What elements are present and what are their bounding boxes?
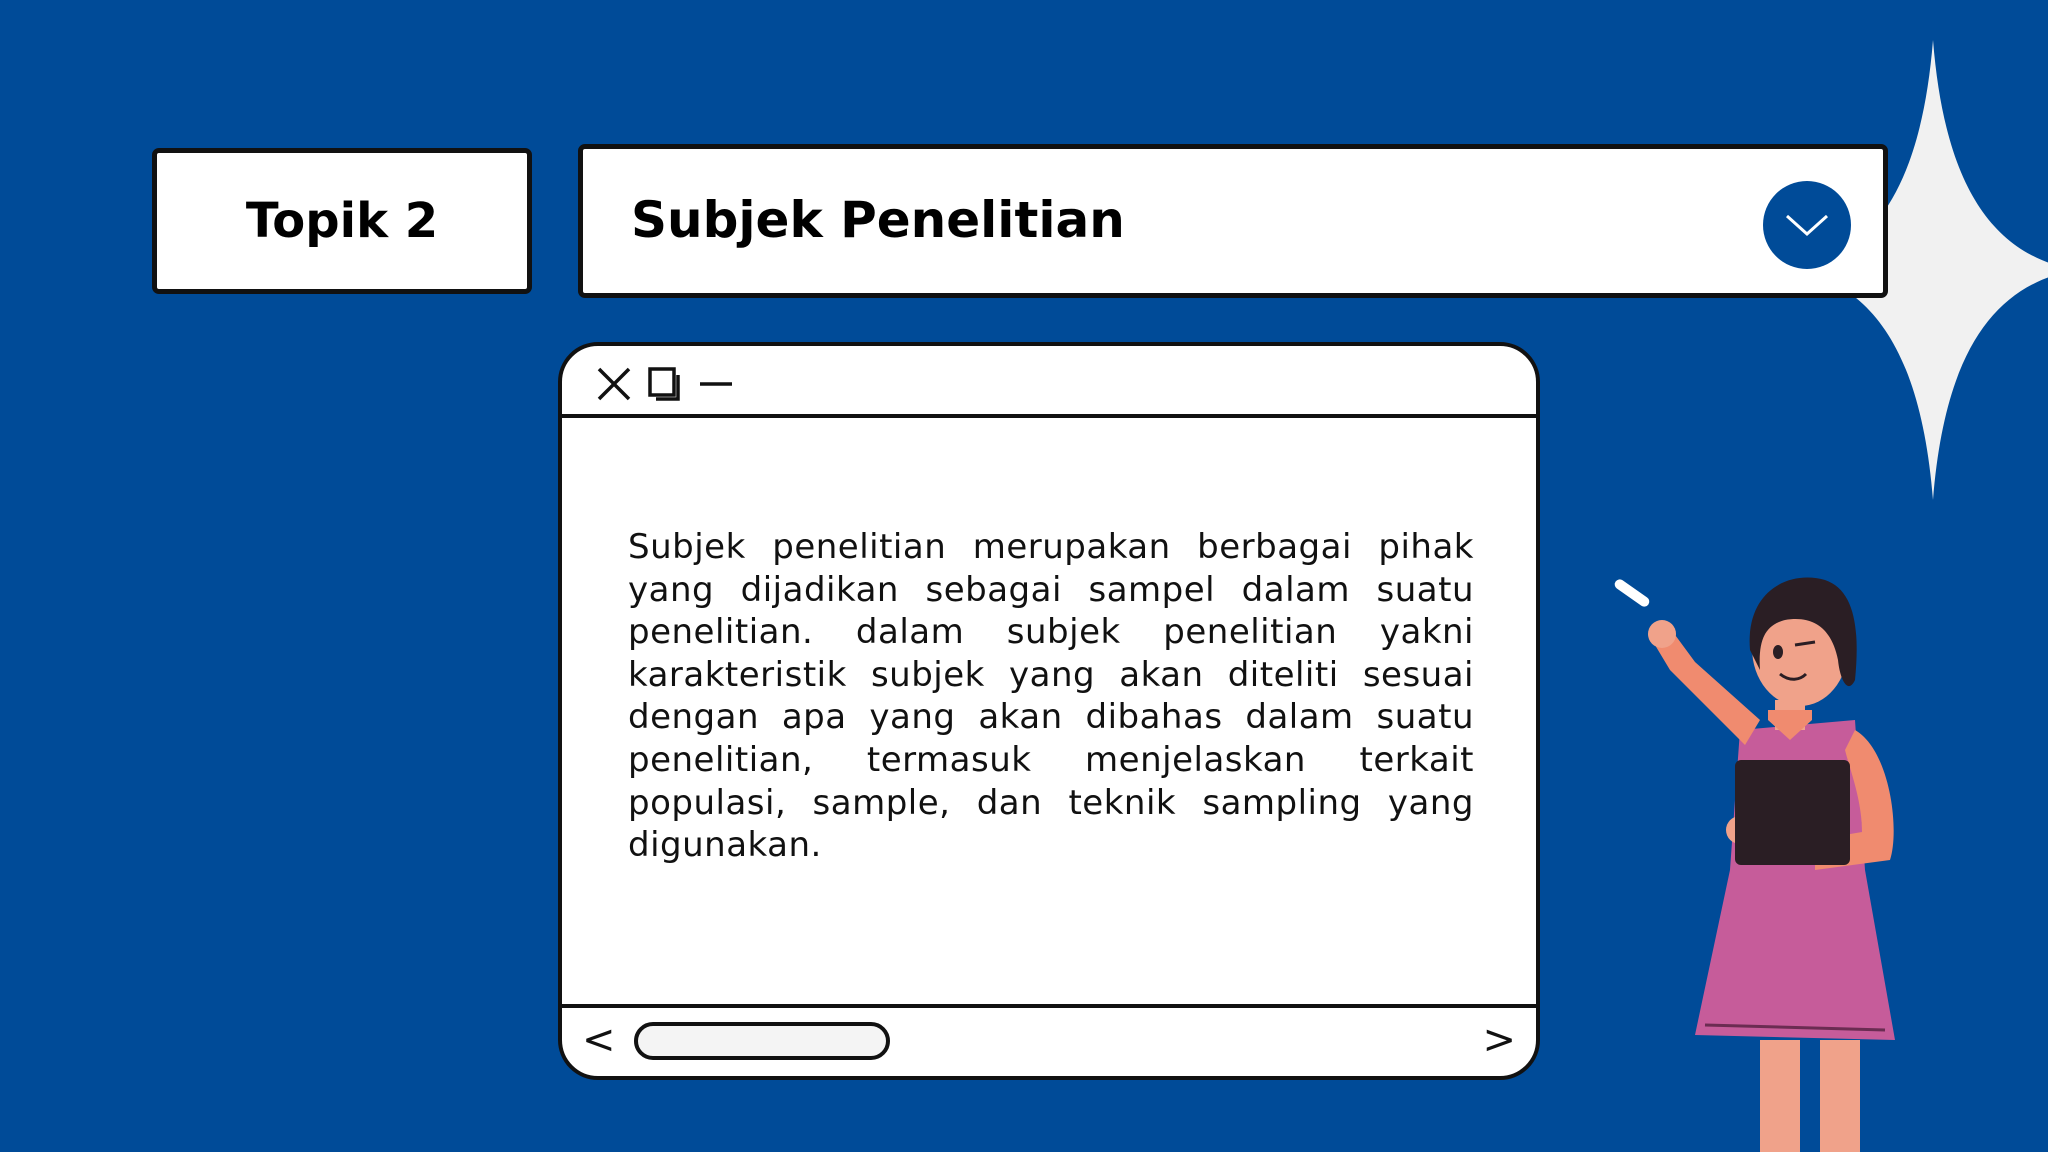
page-title: Subjek Penelitian: [631, 191, 1125, 249]
teacher-illustration: [1600, 570, 1920, 1152]
topic-box: [152, 148, 532, 294]
topic-label: Topik 2: [245, 193, 439, 249]
window-body-text: Subjek penelitian merupakan berbagai pihak yang dijadikan sebagai sampel dalam suatu penelitian. dalam subjek penelitian yakni karakteristik subjek yang akan diteliti sesuai dengan apa yang akan dibahas dalam suatu penelitian, termasuk menjelaskan terkait populasi, sample, dan teknik sampling yang digunakan.: [628, 527, 1474, 866]
horizontal-scrollbar[interactable]: [562, 1004, 1536, 1076]
window-titlebar: [562, 346, 1536, 418]
scroll-left-arrow[interactable]: <: [582, 1017, 616, 1063]
title-dropdown[interactable]: [578, 144, 1888, 298]
chevron-down-icon: [1783, 210, 1831, 240]
close-icon[interactable]: [596, 366, 632, 402]
dropdown-button[interactable]: [1763, 181, 1851, 269]
scroll-right-arrow[interactable]: >: [1482, 1017, 1516, 1063]
content-window: [558, 342, 1540, 1080]
minimize-icon[interactable]: [698, 366, 734, 402]
restore-icon[interactable]: [646, 366, 682, 402]
scroll-thumb[interactable]: [634, 1022, 890, 1060]
